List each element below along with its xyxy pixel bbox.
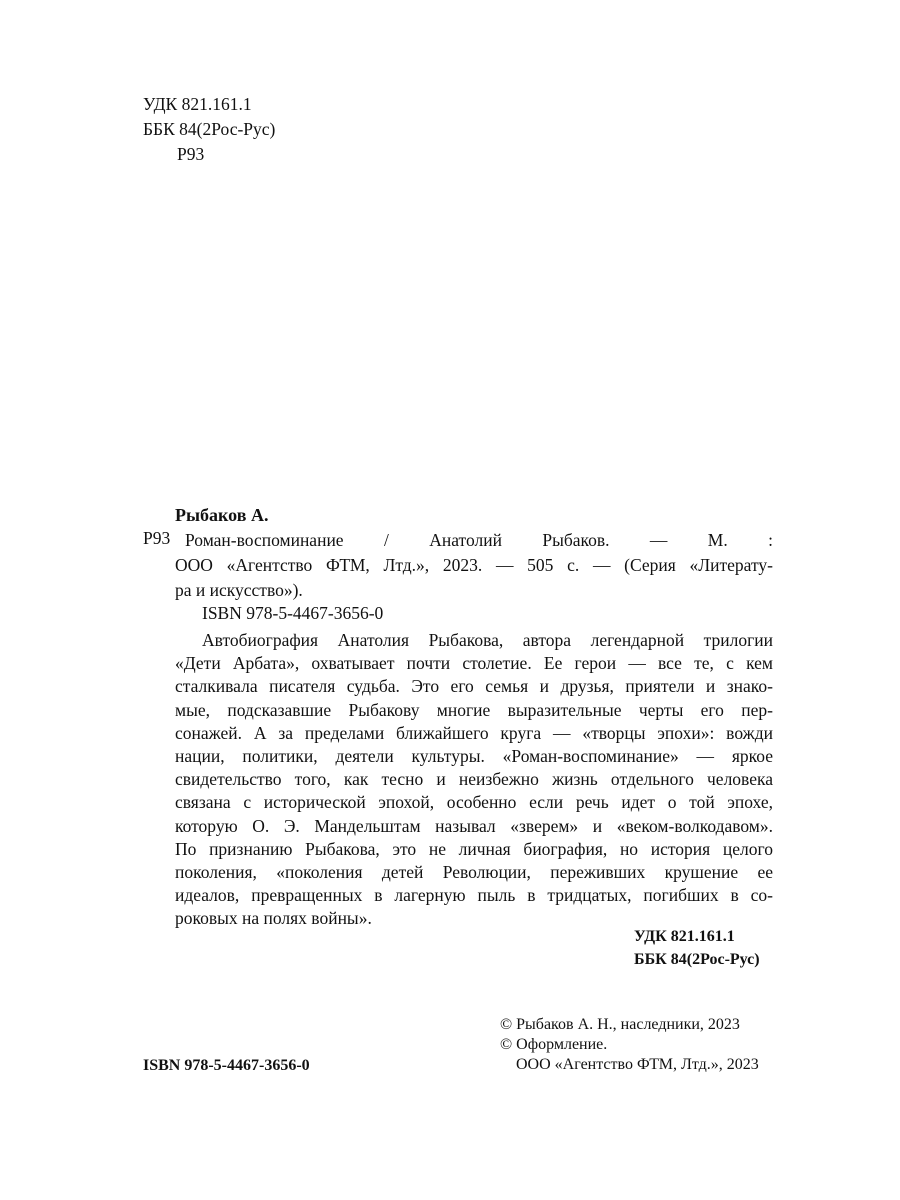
biblio-line: Роман-воспоминание / Анатолий Рыбаков. — М. : bbox=[185, 530, 773, 550]
annotation-line: нации, политики, деятели культуры. «Роман-воспоминание» — яркое bbox=[175, 746, 773, 767]
classification-bbk: ББК 84(2Рос-Рус) bbox=[634, 951, 760, 968]
annotation-line: сонажей. А за пределами ближайшего круга — «творцы эпохи»: вожди bbox=[175, 722, 773, 743]
copyright-line: © Рыбаков А. Н., наследники, 2023 bbox=[500, 1016, 740, 1033]
entry-code: Р93 bbox=[143, 528, 171, 548]
copyright-line: © Оформление. bbox=[500, 1036, 608, 1053]
copyright-block bbox=[500, 1015, 774, 1075]
annotation-line: идеалов, превращенных в лагерную пыль в тридцатых, погибших в со- bbox=[175, 885, 773, 906]
annotation-line: связана с исторической эпохой, особенно если речь идет о той эпохе, bbox=[175, 792, 773, 813]
annotation-line: По признанию Рыбакова, это не личная биография, но история целого bbox=[175, 838, 773, 859]
classification-udk: УДК 821.161.1 bbox=[634, 928, 735, 945]
annotation-line: Автобиография Анатолия Рыбакова, автора легендарной трилогии bbox=[202, 630, 773, 650]
classification-codes bbox=[634, 925, 774, 971]
annotation-line: мые, подсказавшие Рыбакову многие выразительные черты его пер- bbox=[175, 699, 773, 720]
header-codes bbox=[143, 92, 275, 167]
annotation-line: которую О. Э. Мандельштам называл «зверем» и «веком-волкодавом». bbox=[175, 815, 773, 836]
annotation-line: поколения, «поколения детей Революции, переживших крушение ее bbox=[175, 862, 773, 883]
annotation-line: «Дети Арбата», охватывает почти столетие. Ее герои — все те, с кем bbox=[175, 653, 773, 674]
annotation-line: свидетельство того, как тесно и неизбежно жизнь отдельного человека bbox=[175, 769, 773, 790]
annotation-line: сталкивала писателя судьба. Это его семья и друзья, приятели и знако- bbox=[175, 676, 773, 697]
copyright-line: ООО «Агентство ФТМ, Лтд.», 2023 bbox=[516, 1056, 759, 1073]
entry-author: Рыбаков А. bbox=[175, 505, 269, 525]
biblio-line: ра и искусство»). bbox=[175, 580, 303, 600]
header-author-code: Р93 bbox=[177, 144, 205, 164]
bibliographic-description bbox=[175, 528, 773, 603]
footer-isbn: ISBN 978-5-4467-3656-0 bbox=[143, 1057, 310, 1074]
biblio-line: ООО «Агентство ФТМ, Лтд.», 2023. — 505 с. — (Серия «Литерату- bbox=[175, 555, 773, 575]
header-bbk: ББК 84(2Рос-Рус) bbox=[143, 119, 276, 139]
header-udk: УДК 821.161.1 bbox=[143, 94, 252, 114]
entry-isbn: ISBN 978-5-4467-3656-0 bbox=[202, 603, 384, 623]
annotation-line: роковых на полях войны». bbox=[175, 908, 372, 929]
annotation-text bbox=[175, 629, 773, 931]
